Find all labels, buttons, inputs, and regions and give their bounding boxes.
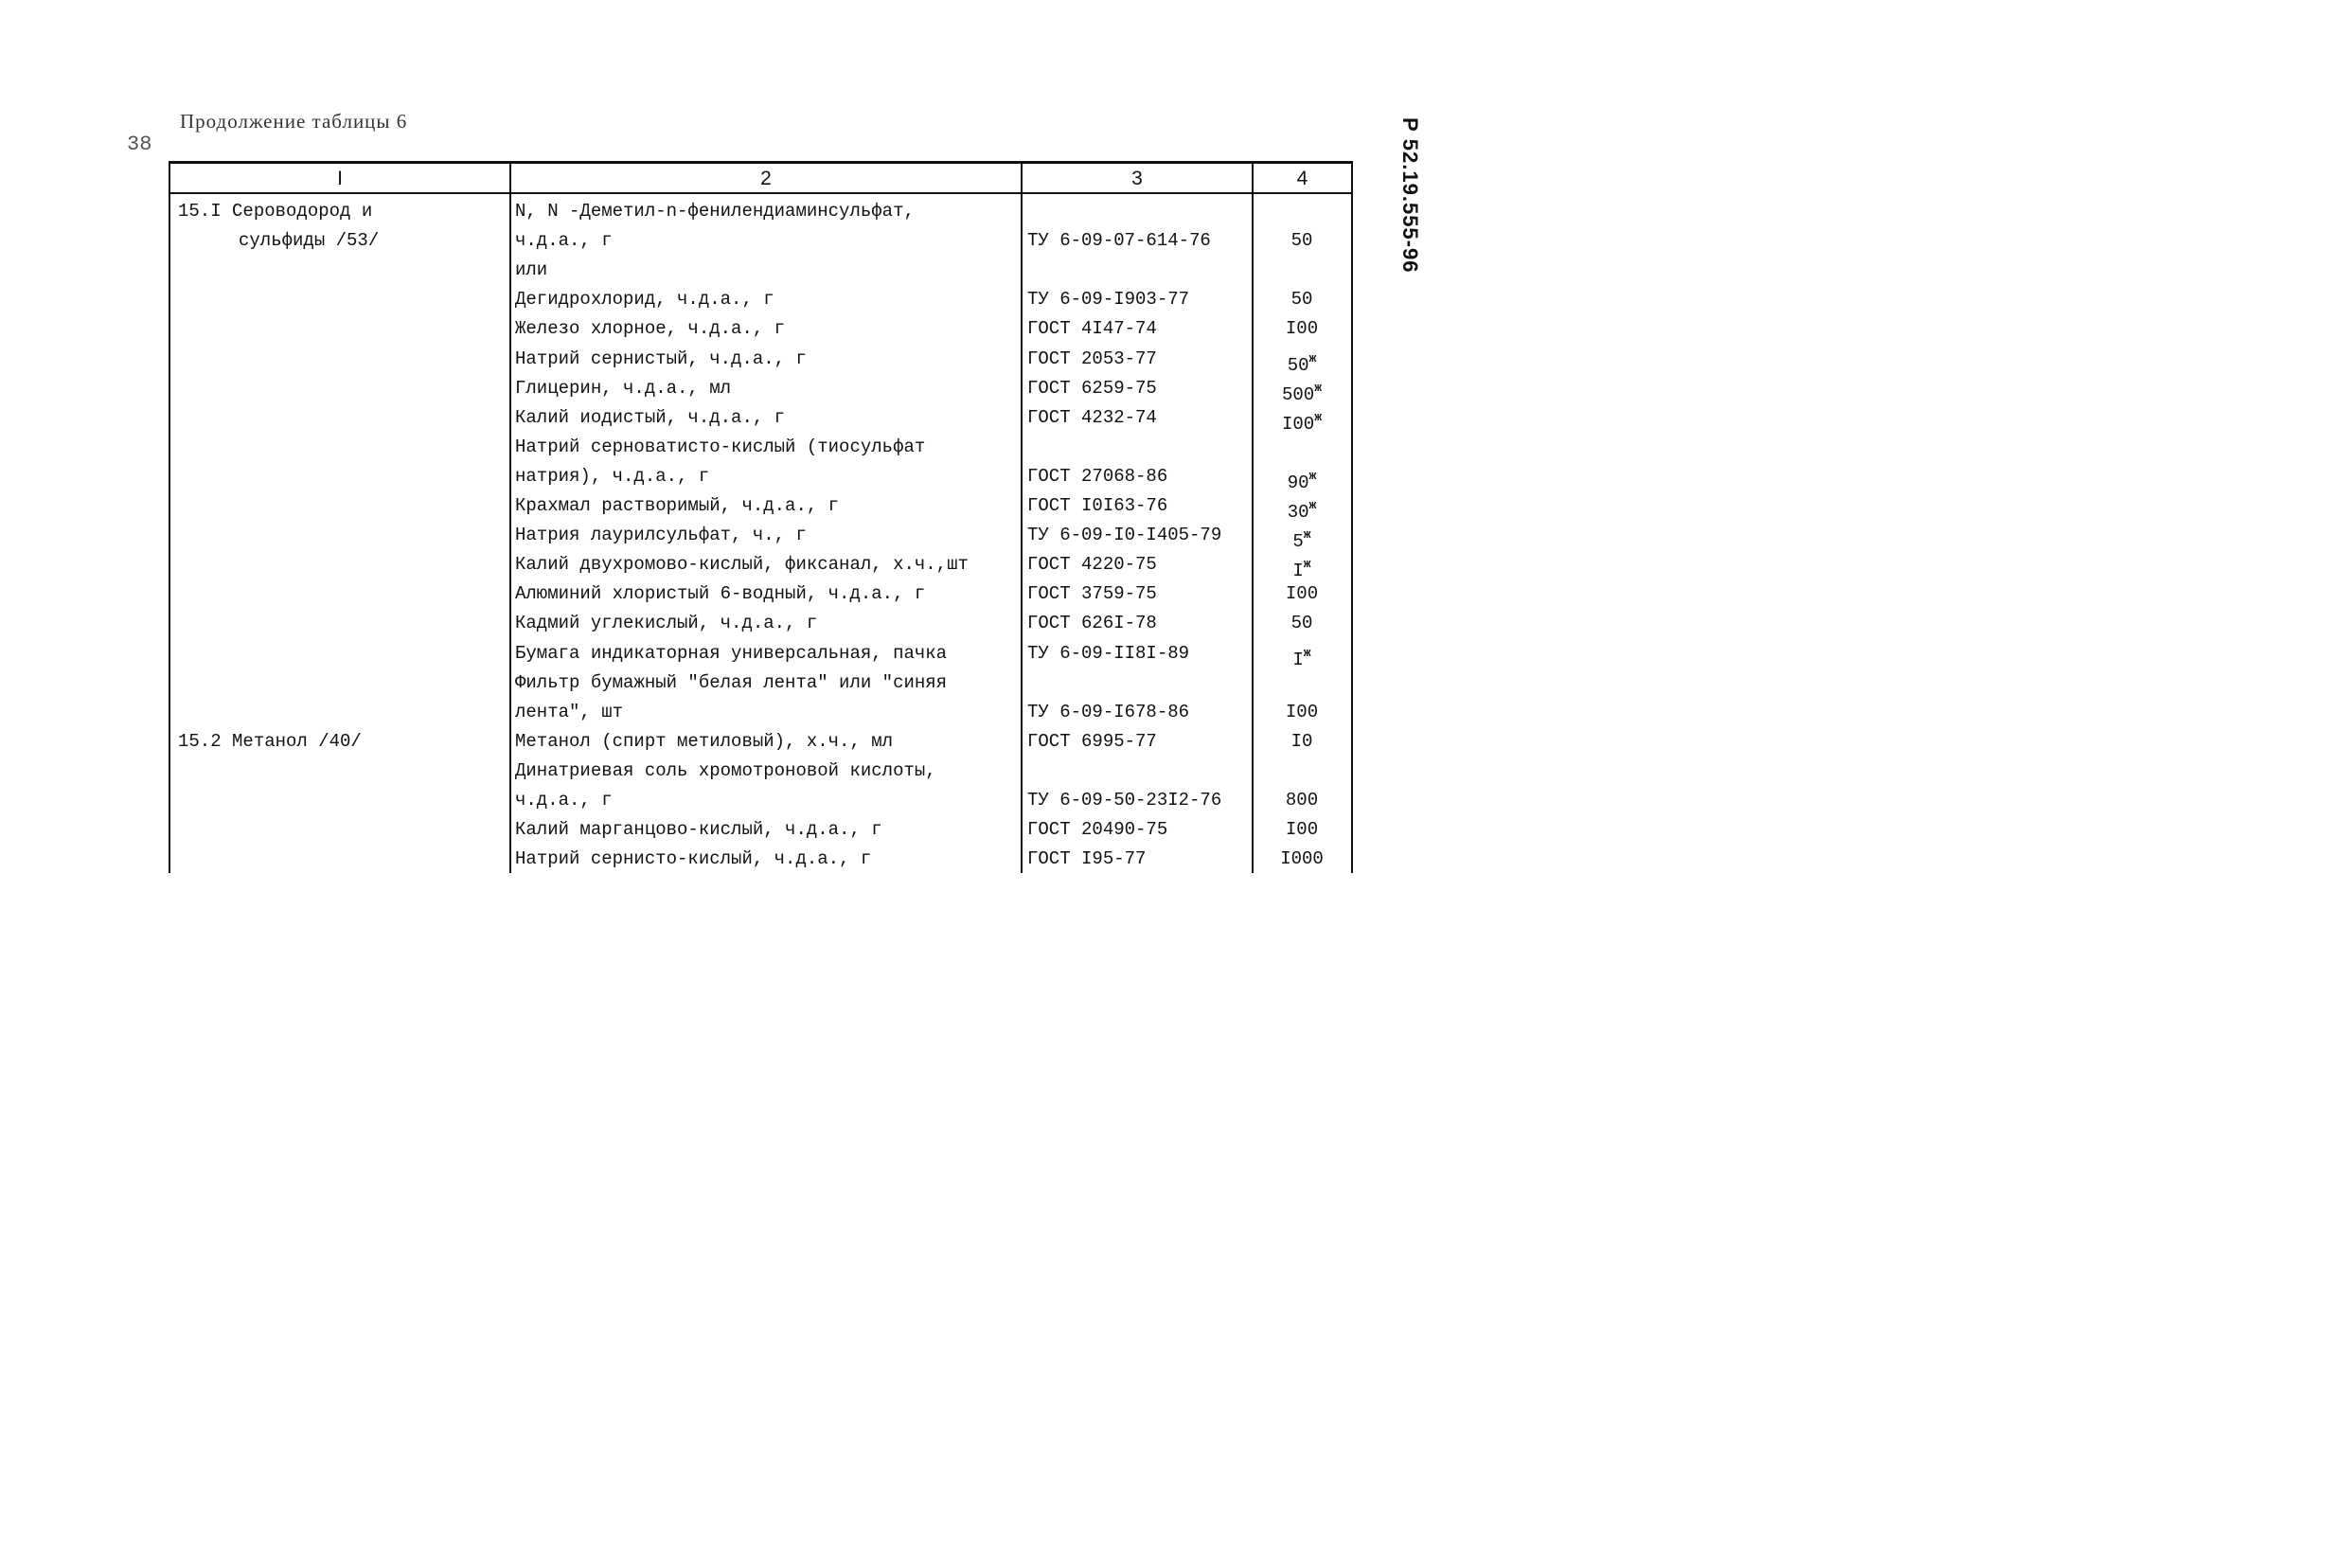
reagent-cell: Фильтр бумажный "белая лента" или "синяя: [515, 672, 948, 693]
quantity-cell: 50: [1290, 289, 1313, 310]
reagent-cell: Натрий сернистый, ч.д.а., г: [515, 348, 807, 369]
quantity-cell: I00: [1285, 702, 1319, 722]
indicator-name-cell: [178, 462, 500, 490]
indicator-name-cell: [178, 491, 500, 520]
footnote-marker: ж: [1308, 469, 1317, 483]
reagent-cell: Крахмал растворимый, ч.д.а., г: [515, 495, 840, 516]
header-col-1: I: [337, 168, 343, 189]
footnote-marker: ж: [1308, 351, 1317, 365]
standard-cell: ТУ 6-09-50-23I2-76: [1027, 790, 1222, 811]
reagent-cell: или: [515, 259, 548, 280]
indicator-name-cell: [178, 845, 500, 873]
indicator-name-cell: 15.2 Метанол /40/: [178, 731, 362, 752]
indicator-name-cell: [178, 256, 500, 284]
document-code: Р 52.19.555-96: [1398, 117, 1422, 274]
standard-cell: [1027, 757, 1251, 785]
reagent-cell: Натрий сернисто-кислый, ч.д.а., г: [515, 848, 872, 869]
standard-cell: ГОСТ 20490-75: [1027, 819, 1168, 840]
indicator-name-cell: [178, 345, 500, 373]
indicator-name-cell: [178, 285, 500, 313]
standard-cell: ТУ 6-09-I678-86: [1027, 702, 1190, 722]
quantity-cell: $90^ж$: [1287, 469, 1317, 490]
reagent-cell: Кадмий углекислый, ч.д.а., г: [515, 613, 818, 633]
quantity-cell: $I00^ж$: [1281, 410, 1323, 432]
standard-cell: [1027, 256, 1251, 284]
quantity-cell: 800: [1285, 790, 1319, 811]
footnote-marker: ж: [1308, 498, 1317, 512]
footnote-marker: ж: [1314, 410, 1323, 424]
quantity-cell: 50: [1290, 230, 1313, 251]
reagent-cell: Натрия лаурилсульфат, ч., г: [515, 525, 807, 545]
standard-cell: ГОСТ 4232-74: [1027, 407, 1157, 428]
reagent-cell: Глицерин, ч.д.а., мл: [515, 378, 732, 399]
standard-cell: ГОСТ 4220-75: [1027, 554, 1157, 575]
header-col-3: 3: [1131, 168, 1143, 189]
header-col-4: 4: [1296, 168, 1308, 189]
quantity-cell: I00: [1285, 583, 1319, 604]
footnote-marker: ж: [1303, 646, 1311, 660]
column-divider: [1021, 161, 1023, 873]
quantity-cell: 50: [1290, 613, 1313, 633]
indicator-name-cell: [178, 550, 500, 579]
reagent-cell: N, N -Деметил-n-фенилендиаминсульфат,: [515, 201, 915, 222]
reagent-cell: ч.д.а., г: [515, 230, 613, 251]
quantity-cell: I0: [1290, 731, 1313, 752]
standard-cell: ГОСТ 3759-75: [1027, 583, 1157, 604]
standard-cell: ГОСТ 27068-86: [1027, 466, 1168, 487]
standard-cell: [1027, 433, 1251, 461]
standard-cell: ГОСТ 626I-78: [1027, 613, 1157, 633]
standard-cell: ТУ 6-09-I903-77: [1027, 289, 1190, 310]
column-divider: [169, 161, 170, 873]
standard-cell: ГОСТ 6259-75: [1027, 378, 1157, 399]
standard-cell: [1027, 668, 1251, 697]
standard-cell: ГОСТ 4I47-74: [1027, 318, 1157, 339]
quantity-cell: [1260, 668, 1344, 697]
page-number: 38: [127, 133, 152, 156]
quantity-cell: I00: [1285, 318, 1319, 339]
quantity-cell: $5^ж$: [1292, 527, 1311, 549]
quantity-cell: $50^ж$: [1287, 351, 1317, 373]
quantity-cell: [1260, 197, 1344, 225]
indicator-name-cell: [178, 698, 500, 726]
footnote-marker: ж: [1314, 381, 1323, 395]
reagent-cell: Бумага индикаторная универсальная, пачка: [515, 643, 948, 664]
indicator-name-cell: [178, 668, 500, 697]
indicator-name-cell: [178, 757, 500, 785]
indicator-name-cell: [178, 609, 500, 637]
indicator-name-cell: [178, 521, 500, 549]
indicator-name-cell: 15.I Сероводород и: [178, 201, 373, 222]
standard-cell: ГОСТ 6995-77: [1027, 731, 1157, 752]
reagent-cell: Натрий серноватисто-кислый (тиосульфат: [515, 437, 926, 457]
quantity-cell: I00: [1285, 819, 1319, 840]
indicator-name-cell: [178, 786, 500, 814]
reagent-cell: Железо хлорное, ч.д.а., г: [515, 318, 786, 339]
standard-cell: ТУ 6-09-07-614-76: [1027, 230, 1211, 251]
column-divider: [1351, 161, 1353, 873]
reagent-cell: Калий иодистый, ч.д.а., г: [515, 407, 786, 428]
reagent-cell: натрия), ч.д.а., г: [515, 466, 710, 487]
quantity-cell: $500^ж$: [1281, 381, 1323, 402]
quantity-cell: I000: [1280, 848, 1324, 869]
indicator-name-cell: [178, 433, 500, 461]
quantity-cell: [1260, 433, 1344, 461]
standard-cell: [1027, 197, 1251, 225]
reagent-cell: лента", шт: [515, 702, 624, 722]
reagent-cell: Метанол (спирт метиловый), х.ч., мл: [515, 731, 894, 752]
quantity-cell: $30^ж$: [1287, 498, 1317, 520]
indicator-name-cell: сульфиды /53/: [239, 230, 380, 251]
header-col-2: 2: [760, 168, 772, 189]
reagent-cell: Динатриевая соль хромотроновой кислоты,: [515, 760, 936, 781]
indicator-name-cell: [178, 374, 500, 402]
reagent-cell: Алюминий хлористый 6-водный, ч.д.а., г: [515, 583, 926, 604]
indicator-name-cell: [178, 639, 500, 668]
indicator-name-cell: [178, 579, 500, 608]
standard-cell: ТУ 6-09-I0-I405-79: [1027, 525, 1222, 545]
indicator-name-cell: [178, 403, 500, 432]
standard-cell: ГОСТ 2053-77: [1027, 348, 1157, 369]
footnote-marker: ж: [1303, 557, 1311, 571]
quantity-cell: $I^ж$: [1292, 646, 1311, 668]
reagent-cell: Дегидрохлорид, ч.д.а., г: [515, 289, 774, 310]
quantity-cell: [1260, 757, 1344, 785]
table-top-border: [169, 161, 1353, 164]
indicator-name-cell: [178, 314, 500, 343]
footnote-marker: ж: [1303, 527, 1311, 542]
quantity-cell: $I^ж$: [1292, 557, 1311, 579]
reagent-cell: ч.д.а., г: [515, 790, 613, 811]
table-caption: Продолжение таблицы 6: [180, 110, 408, 133]
column-divider: [1252, 161, 1254, 873]
reagent-cell: Калий марганцово-кислый, ч.д.а., г: [515, 819, 882, 840]
standard-cell: ГОСТ I95-77: [1027, 848, 1147, 869]
quantity-cell: [1260, 256, 1344, 284]
reagent-cell: Калий двухромово-кислый, фиксанал, х.ч.,шт: [515, 554, 969, 575]
standard-cell: ГОСТ I0I63-76: [1027, 495, 1168, 516]
indicator-name-cell: [178, 815, 500, 844]
standard-cell: ТУ 6-09-II8I-89: [1027, 643, 1190, 664]
column-divider: [509, 161, 511, 873]
